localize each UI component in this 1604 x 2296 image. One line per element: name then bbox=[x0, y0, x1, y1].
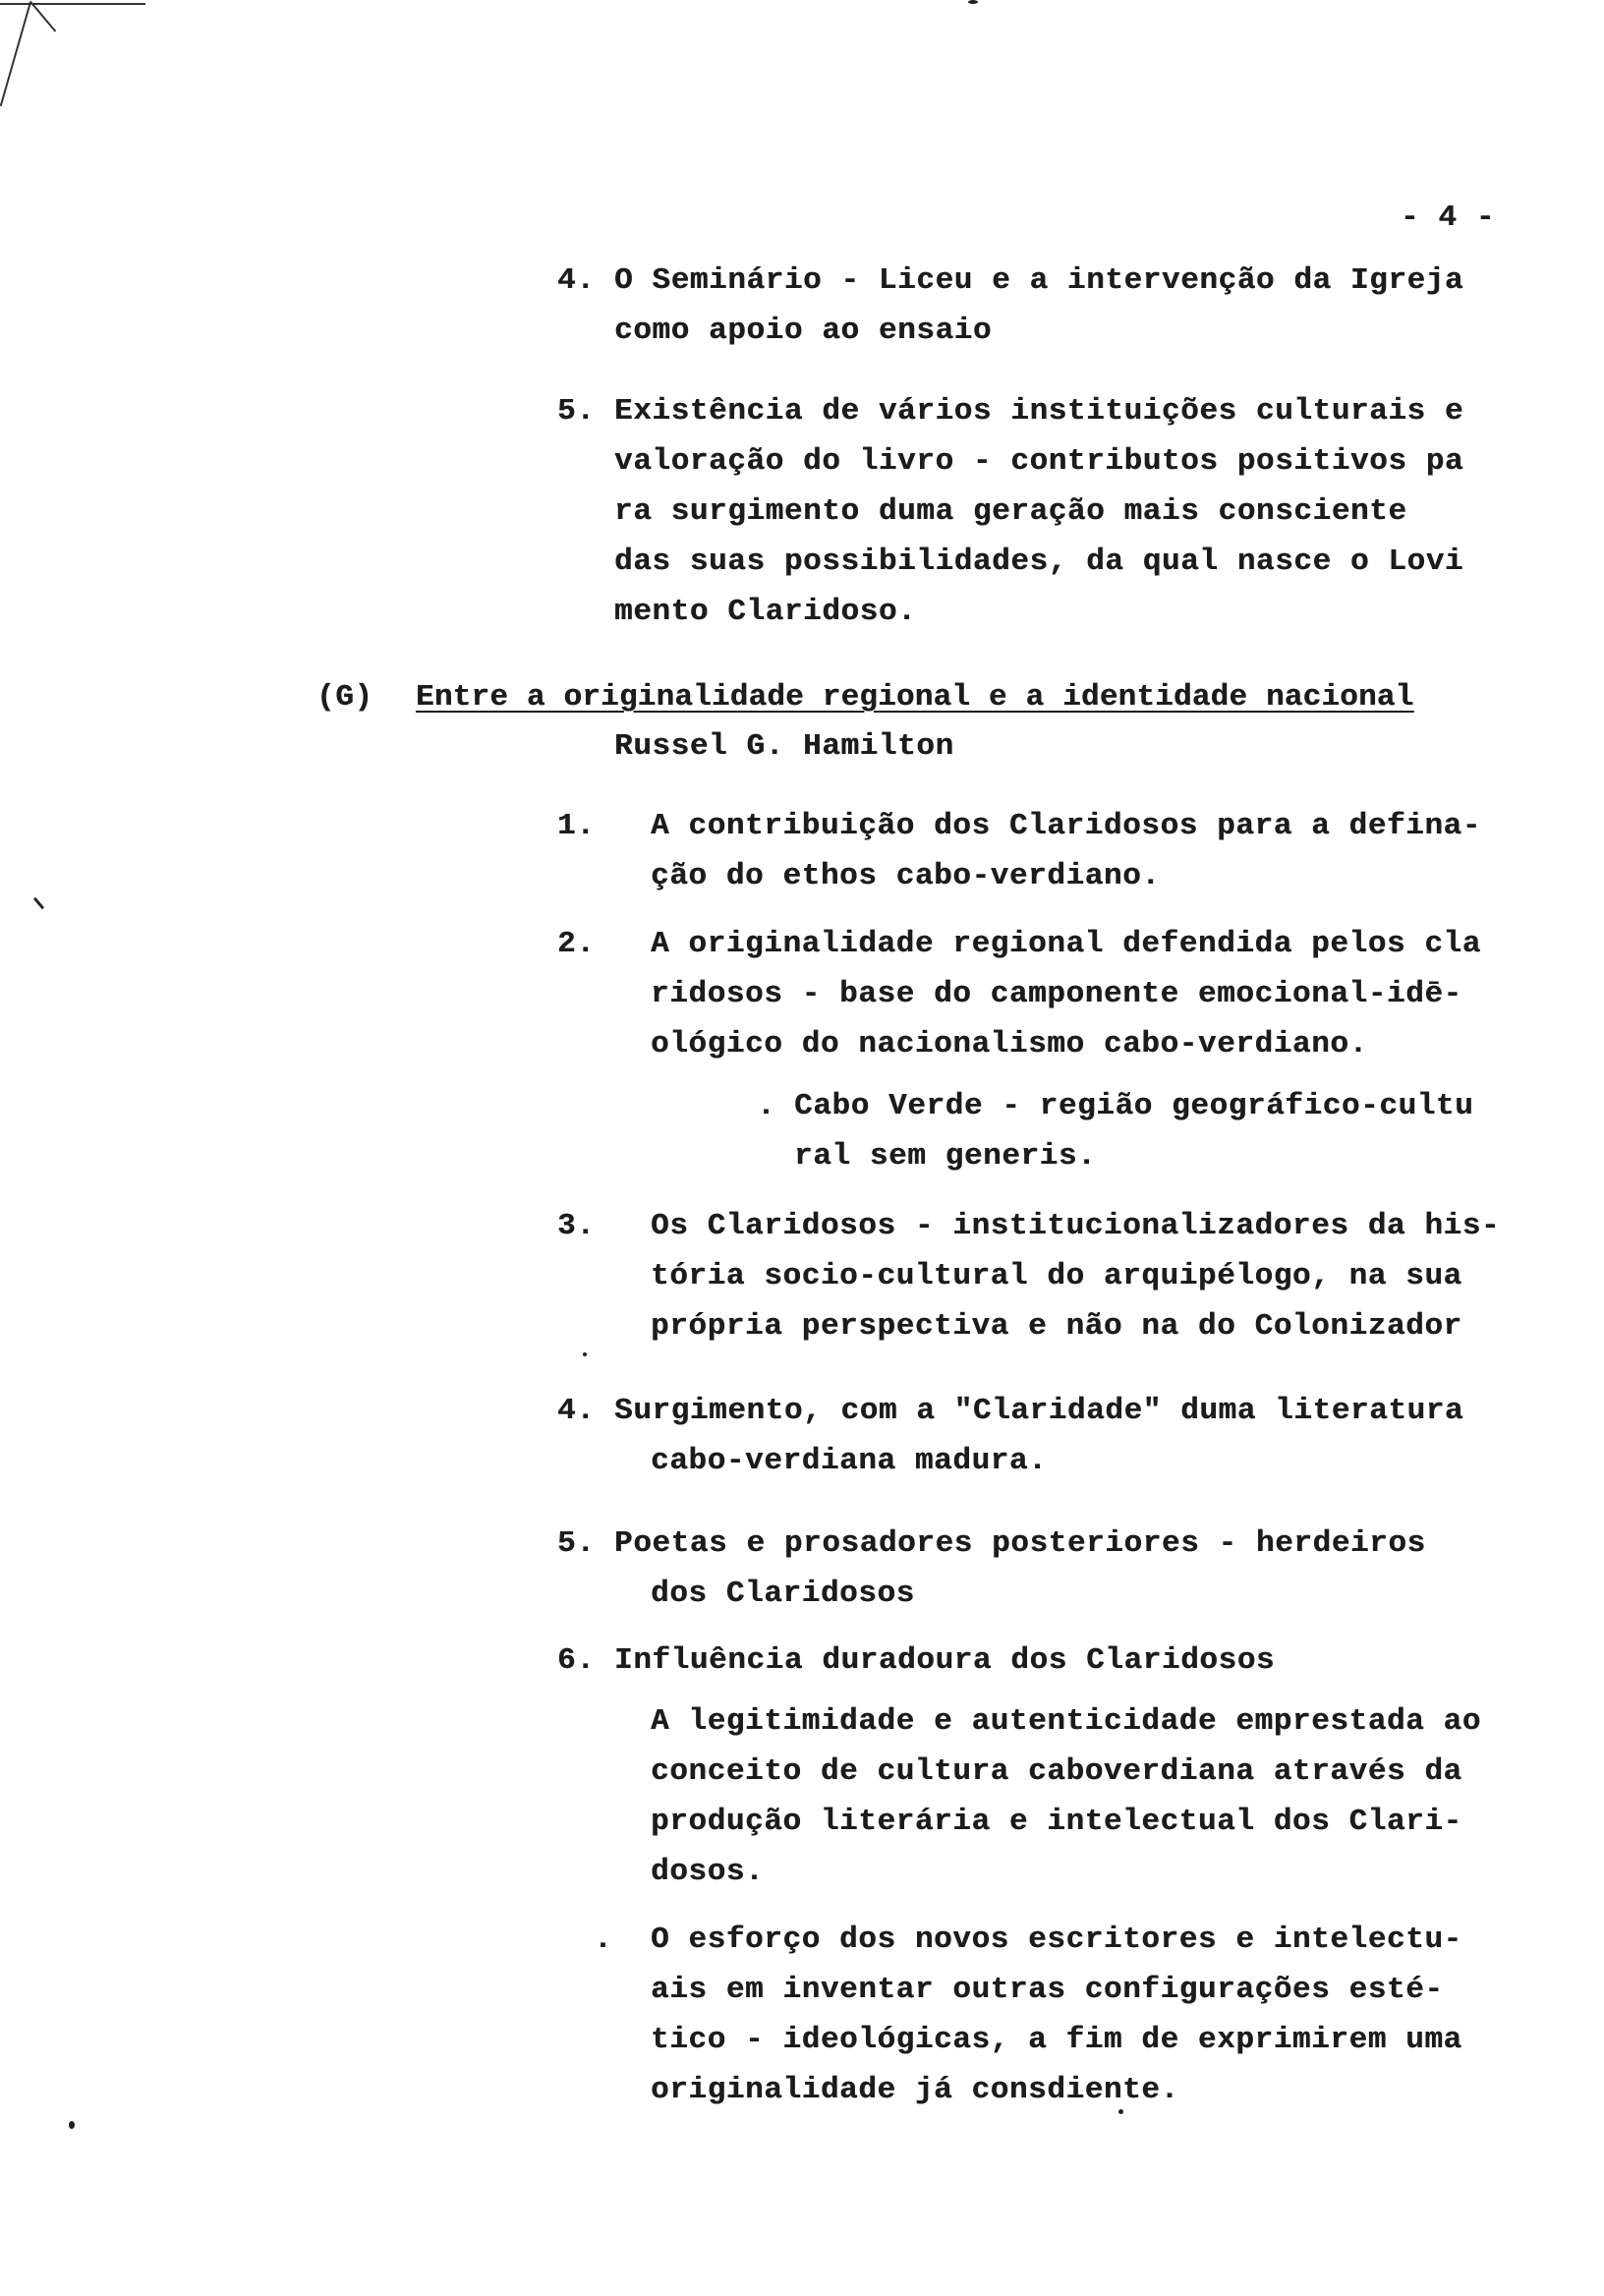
list-item-line: Poetas e prosadores posteriores - herdeiros bbox=[614, 1526, 1426, 1561]
list-item-line: tória socio-cultural do arquipélogo, na sua bbox=[651, 1259, 1462, 1293]
list-item-line: ológico do nacionalismo cabo-verdiano. bbox=[651, 1027, 1368, 1062]
list-item-number: 5. bbox=[557, 1526, 596, 1561]
section-author: Russel G. Hamilton bbox=[614, 729, 954, 764]
list-item-line: Existência de vários instituições culturais e bbox=[614, 394, 1464, 429]
list-item-line: ridosos - base do camponente emocional-idē- bbox=[651, 977, 1462, 1011]
paragraph-line: originalidade já consdiente. bbox=[651, 2073, 1179, 2107]
list-item-line: Surgimento, com a "Claridade" duma literatura bbox=[614, 1394, 1464, 1428]
list-item-line: O Seminário - Liceu e a intervenção da Igreja bbox=[614, 263, 1464, 298]
list-item-line: cabo-verdiana madura. bbox=[651, 1444, 1048, 1478]
sub-bullet-line: Cabo Verde - região geográfico-cultu bbox=[794, 1089, 1474, 1123]
scan-speck bbox=[583, 1352, 587, 1356]
list-item-line: como apoio ao ensaio bbox=[614, 314, 993, 348]
list-item-number: 4. bbox=[557, 1394, 596, 1428]
scan-corner-line bbox=[0, 3, 145, 5]
list-item-line: Os Claridosos - institucionalizadores da his- bbox=[651, 1209, 1501, 1243]
paragraph-line: O esforço dos novos escritores e intelectu- bbox=[651, 1923, 1462, 1957]
sub-bullet-line: ral sem generis. bbox=[794, 1139, 1097, 1174]
paragraph-line: A legitimidade e autenticidade emprestada ao bbox=[651, 1704, 1481, 1739]
paragraph-line: conceito de cultura caboverdiana através da bbox=[651, 1754, 1462, 1789]
list-item-line: Influência duradoura dos Claridosos bbox=[614, 1643, 1276, 1678]
section-title: Entre a originalidade regional e a identidade nacional bbox=[416, 680, 1414, 715]
list-item-line: A contribuição dos Claridosos para a defina- bbox=[651, 809, 1481, 843]
list-item-number: 2. bbox=[557, 927, 596, 961]
paragraph-line: produção literária e intelectual dos Clari- bbox=[651, 1805, 1462, 1839]
list-item-line: das suas possibilidades, da qual nasce o Lovi bbox=[614, 545, 1464, 579]
list-item-number: 3. bbox=[557, 1209, 596, 1243]
scan-speck bbox=[33, 897, 44, 910]
page-number: - 4 - bbox=[1401, 201, 1496, 235]
paragraph-line: tico - ideológicas, a fim de exprimirem uma bbox=[651, 2023, 1462, 2057]
list-item-line: valoração do livro - contributos positivos pa bbox=[614, 444, 1464, 479]
list-item-line: A originalidade regional defendida pelos cla bbox=[651, 927, 1481, 961]
paragraph-line: ais em inventar outras configurações esté- bbox=[651, 1973, 1444, 2007]
sub-bullet-marker: . bbox=[757, 1089, 776, 1123]
scan-corner-stroke-2 bbox=[29, 1, 56, 32]
scan-corner-stroke bbox=[0, 2, 31, 106]
list-item-line: ra surgimento duma geração mais consciente bbox=[614, 494, 1407, 529]
list-item-line: mento Claridoso. bbox=[614, 595, 917, 629]
paragraph-line: dosos. bbox=[651, 1855, 765, 1889]
scan-speck bbox=[69, 2121, 75, 2129]
paragraph-marker: . bbox=[594, 1923, 613, 1957]
list-item-line: dos Claridosos bbox=[651, 1577, 915, 1611]
list-item-number: 5. bbox=[557, 394, 596, 429]
list-item-number: 6. bbox=[557, 1643, 596, 1678]
list-item-line: ção do ethos cabo-verdiano. bbox=[651, 859, 1161, 893]
scan-speck bbox=[968, 0, 978, 4]
section-label: (G) bbox=[316, 680, 373, 715]
list-item-line: própria perspectiva e não na do Colonizador bbox=[651, 1309, 1462, 1344]
list-item-number: 1. bbox=[557, 809, 596, 843]
list-item-number: 4. bbox=[557, 263, 596, 298]
